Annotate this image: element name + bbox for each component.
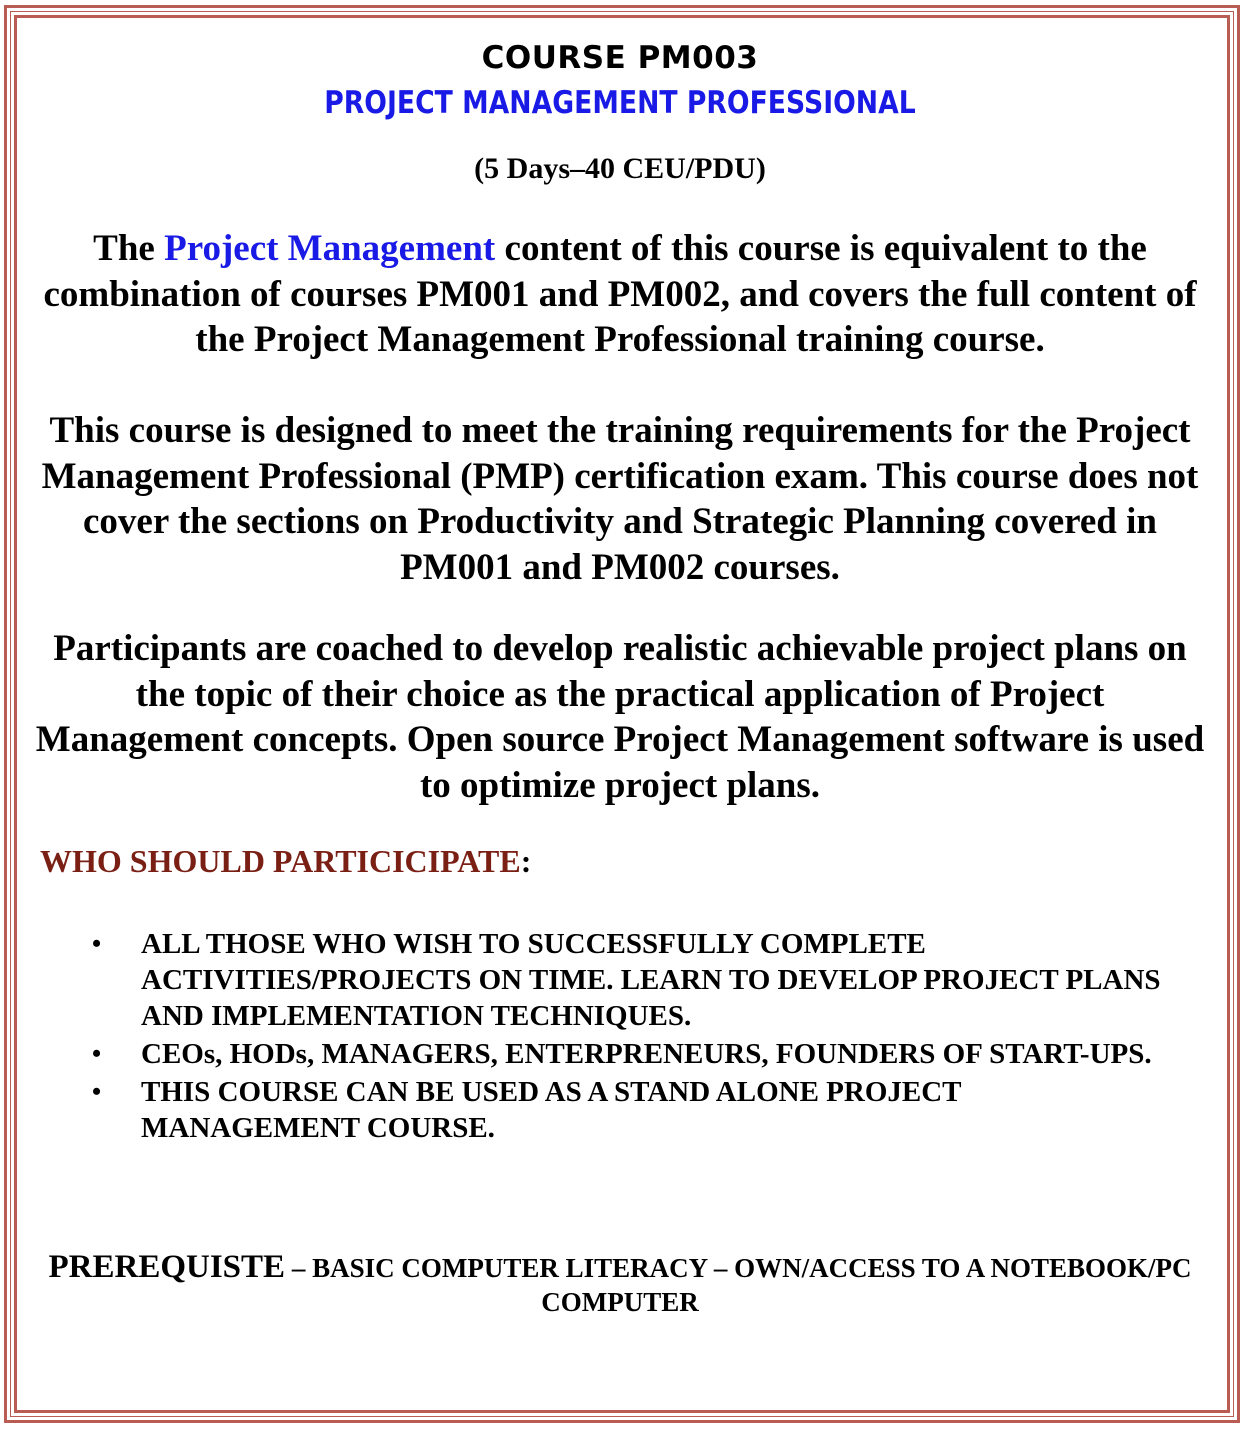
pmp-paragraph: This course is designed to meet the training requirements for the Project Management Professional (PMP) certification exam. This course does not cover the sections on Productivity and Strategic Planning covered in PM001 and PM002 courses. — [41, 410, 1199, 588]
list-item — [30, 1074, 1210, 1146]
who-heading-colon: : — [520, 843, 532, 879]
audience-list — [30, 926, 1210, 1148]
bullet-icon: • — [92, 1077, 102, 1106]
intro-prefix: The — [93, 228, 165, 269]
list-item — [30, 1036, 1210, 1072]
participants-paragraph: Participants are coached to develop realistic achievable project plans on the topic of their choice as the practical application of Project Management concepts. Open source Project Management software is used to optimize project plans. — [35, 628, 1205, 806]
intro-highlight: Project Management — [164, 228, 496, 269]
bullet-icon: • — [92, 929, 102, 958]
list-item-text: THIS COURSE CAN BE USED AS A STAND ALONE PROJECT MANAGEMENT COURSE. — [141, 1076, 962, 1144]
bullet-icon: • — [92, 1039, 102, 1068]
course-title: PROJECT MANAGEMENT PROFESSIONAL — [324, 85, 916, 121]
list-item-text: ALL THOSE WHO WISH TO SUCCESSFULLY COMPLETE ACTIVITIES/PROJECTS ON TIME. LEARN TO DEVELOP PROJECT PLANS AND IMPLEMENTATION TECHNIQUES. — [141, 928, 1161, 1032]
list-item-text: CEOs, HODs, MANAGERS, ENTERPRENEURS, FOUNDERS OF START-UPS. — [141, 1038, 1152, 1070]
intro-rest: content of this course is equivalent to the combination of courses PM001 and PM002, and covers the full content of the Project Management Professional training course. — [43, 228, 1197, 360]
who-heading-text: WHO SHOULD PARTICICIPATE — [40, 843, 521, 879]
who-should-participate-heading — [40, 843, 531, 880]
intro-paragraph — [30, 226, 1210, 363]
prerequisite-text: – BASIC COMPUTER LITERACY – OWN/ACCESS TO A NOTEBOOK/PC COMPUTER — [285, 1253, 1192, 1317]
course-duration: (5 Days–40 CEU/PDU) — [474, 152, 766, 185]
prerequisite — [30, 1250, 1210, 1319]
list-item — [30, 926, 1210, 1034]
prerequisite-label: PREREQUISTE — [48, 1249, 286, 1285]
course-code: COURSE PM003 — [481, 40, 759, 76]
